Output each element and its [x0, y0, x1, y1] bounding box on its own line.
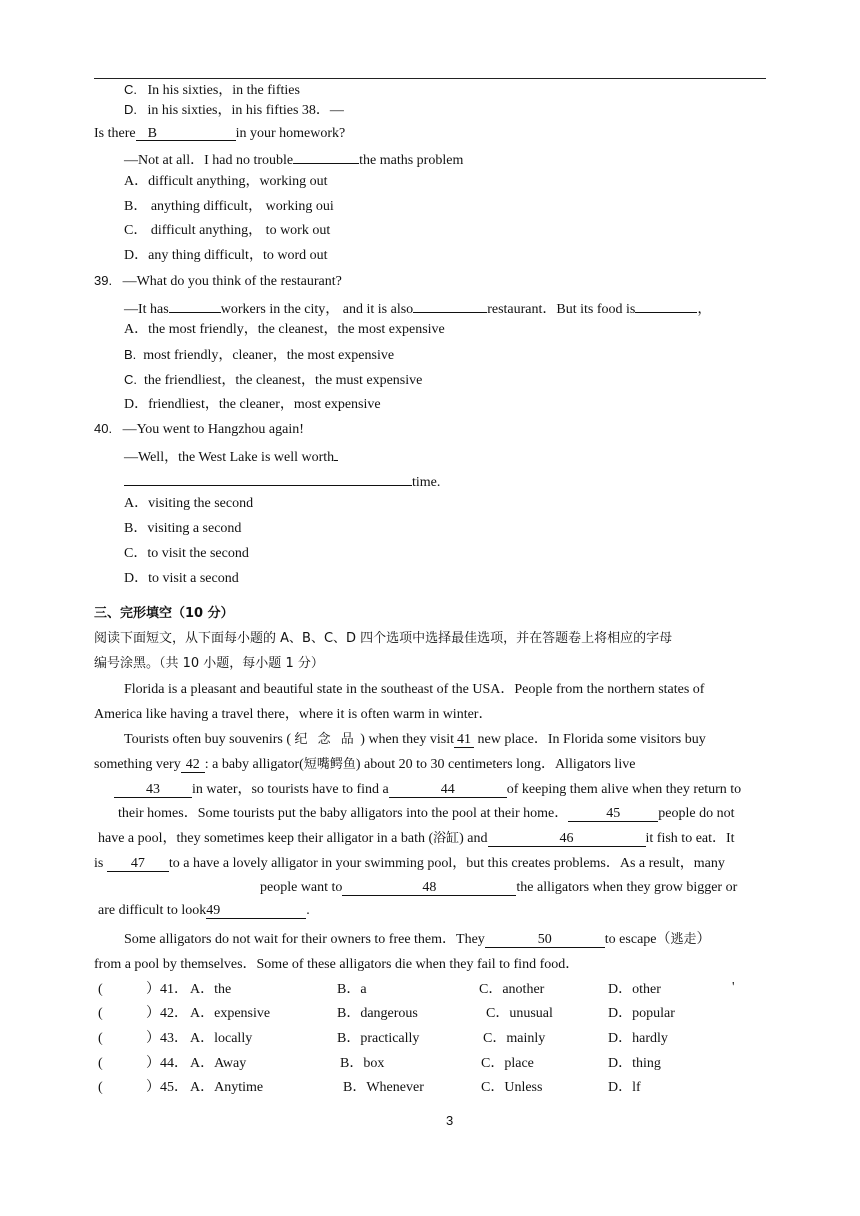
passage-p2-line6: is 47 to a have a lovely alligator in your swimming pool，but this creates problems．As a result，many: [94, 856, 725, 871]
choice-42-d[interactable]: D．popular: [608, 1006, 675, 1021]
passage-p1-line1: Florida is a pleasant and beautiful state in the southeast of the USA．People from the northern states of: [124, 682, 705, 697]
choice-45-a[interactable]: A．Anytime: [190, 1080, 264, 1095]
q38-option-c: C． difficult anything， to work out: [124, 223, 331, 238]
q40-stem: 40. —You went to Hangzhou again!: [94, 421, 304, 437]
q37-option-d: D. in his sixties，in his fifties 38．—: [124, 102, 344, 118]
q40-option-d: D．to visit a second: [124, 571, 239, 586]
q39-option-c: C. the friendliest，the cleanest，the must expensive: [124, 372, 423, 388]
section-instruction-2: 编号涂黑。（共 10 小题，每小题 1 分）: [94, 656, 324, 671]
choice-45-b[interactable]: B．Whenever: [343, 1080, 424, 1095]
passage-p2-line4: their homes．Some tourists put the baby alligators into the pool at their home． 45 people do not: [118, 806, 735, 821]
blank-46: 46: [488, 831, 646, 847]
q39-stem: 39. —What do you think of the restaurant?: [94, 273, 342, 289]
choice-43-d[interactable]: D．hardly: [608, 1031, 668, 1046]
passage-p3-line1: Some alligators do not wait for their owners to free them．They 50 to escape（逃走）: [124, 932, 711, 947]
passage-p2-line2: something very 42 : a baby alligator(短嘴鳄鱼) about 20 to 30 centimeters long．Alligators live: [94, 757, 636, 772]
choice-43-c[interactable]: C．mainly: [483, 1031, 546, 1046]
choice-41-d[interactable]: D．other: [608, 982, 661, 997]
blank-45: 45: [568, 806, 658, 822]
choice-44-a[interactable]: A．Away: [190, 1056, 247, 1071]
blank-44: 44: [389, 782, 507, 798]
blank-47: 47: [107, 856, 169, 872]
blank-43: 43: [114, 782, 192, 798]
q40-reply: —Well，the West Lake is well worth: [124, 445, 338, 467]
choice-44-c[interactable]: C．place: [481, 1056, 534, 1071]
passage-p2-line7: people want to 48 the alligators when they grow bigger or: [260, 880, 738, 895]
passage-p2-line8: are difficult to look49 .: [98, 903, 310, 918]
q40-blank-line: time.: [124, 470, 440, 492]
blank-49: 49: [206, 903, 306, 919]
choice-42-c[interactable]: C．unusual: [486, 1006, 553, 1021]
choice-45-c[interactable]: C．Unless: [481, 1080, 543, 1095]
choice-41-c[interactable]: C．another: [479, 982, 545, 997]
choice-42-b[interactable]: B．dangerous: [337, 1006, 418, 1021]
choice-45-d[interactable]: D．lf: [608, 1080, 641, 1095]
q40-option-c: C．to visit the second: [124, 546, 249, 561]
choice-41-b[interactable]: B．a: [337, 982, 367, 997]
q40-option-b: B．visiting a second: [124, 521, 242, 536]
passage-p2-line5: have a pool，they sometimes keep their alligator in a bath (浴缸) and 46 it fish to eat．It: [98, 831, 735, 846]
q40-option-a: A．visiting the second: [124, 496, 254, 511]
q37-option-c: C. In his sixties，in the fifties: [124, 82, 300, 98]
page-number: 3: [446, 1113, 454, 1128]
choice-44-d[interactable]: D．thing: [608, 1056, 661, 1071]
q38-reply: —Not at all．I had no trouble the maths problem: [124, 148, 463, 170]
q38-option-b: B． anything difficult， working oui: [124, 199, 334, 214]
choice-43-b[interactable]: B．practically: [337, 1031, 420, 1046]
header-rule: [94, 78, 766, 79]
blank-42: 42: [181, 757, 205, 773]
blank-41: 41: [454, 732, 474, 748]
passage-p2-line1: Tourists often buy souvenirs ( 纪 念 品 ) when they visit 41 new place．In Florida some visitors buy: [124, 732, 706, 747]
q38-stem: Is there B in your homework?: [94, 126, 346, 141]
q38-blank: B: [136, 126, 236, 141]
choice-41-a[interactable]: A．the: [190, 982, 232, 997]
passage-p1-line2: America like having a travel there，where it is often warm in winter．: [94, 707, 493, 722]
choice-44-b[interactable]: B．box: [340, 1056, 385, 1071]
choice-43-a[interactable]: A．locally: [190, 1031, 253, 1046]
section-instruction-1: 阅读下面短文，从下面每小题的 A、B、C、D 四个选项中选择最佳选项，并在答题卷上将相应的字母: [94, 631, 673, 646]
blank-48: 48: [342, 880, 516, 896]
blank-50: 50: [485, 932, 605, 948]
q39-option-d: D．friendliest，the cleaner，most expensive: [124, 397, 381, 412]
q38-option-d: D．any thing difficult，to word out: [124, 248, 328, 263]
q38-option-a: A．difficult anything，working out: [124, 174, 328, 189]
choice-42-a[interactable]: A．expensive: [190, 1006, 271, 1021]
passage-p2-line3: 43 in water，so tourists have to find a 44 of keeping them alive when they return to: [114, 781, 741, 799]
q39-reply: —It has workers in the city， and it is also restaurant．But its food is ，: [124, 297, 711, 319]
q39-option-a: A．the most friendly，the cleanest，the most expensive: [124, 322, 445, 337]
passage-p3-line2: from a pool by themselves．Some of these alligators die when they fail to find food．: [94, 957, 580, 972]
section-title: 三、完形填空（10 分）: [94, 606, 234, 621]
q39-option-b: B. most friendly，cleaner，the most expensive: [124, 347, 395, 363]
